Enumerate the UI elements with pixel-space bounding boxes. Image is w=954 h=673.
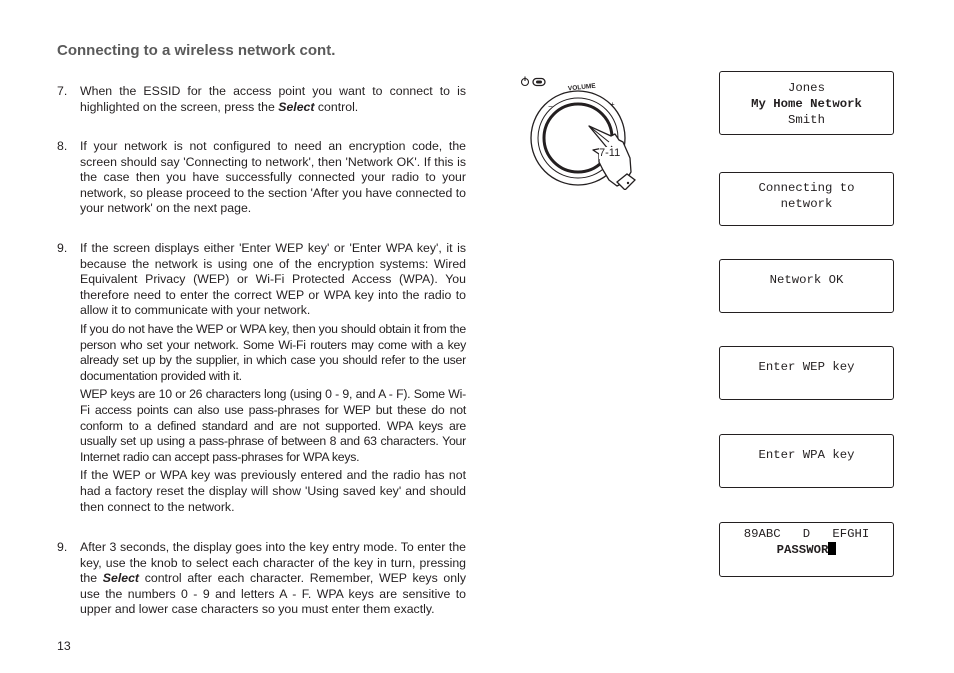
step-9a xyxy=(57,241,466,518)
lcd-network-list xyxy=(719,71,894,135)
step-text: If your network is not configured to need an encryption code, the screen should say 'Connecting to network', then 'Network OK'. If this is the case then you have successfully connected your radio to your network, so please proceed to the section 'After you have connected to your network' on the next page. xyxy=(80,139,466,216)
volume-knob-illustration xyxy=(515,70,645,190)
lcd-connecting xyxy=(719,172,894,226)
paragraph: If the WEP or WPA key was previously entered and the radio has not had a factory reset the display will show 'Using saved key' and should then connect to the network. xyxy=(80,468,466,514)
svg-text:+: + xyxy=(610,100,615,109)
volume-label: VOLUME xyxy=(567,82,597,93)
text-cursor xyxy=(828,542,836,555)
lcd-line: Jones xyxy=(788,81,825,95)
lcd-line: Connecting to xyxy=(758,181,855,195)
step-text: After 3 seconds, the display goes into the key entry mode. To enter the key, use the knob to select each character of the key in turn, pressing the xyxy=(80,540,466,586)
step-7 xyxy=(57,84,466,115)
step-number: 9. xyxy=(57,241,68,255)
paragraph: If the screen displays either 'Enter WEP key' or 'Enter WPA key', it is because the network is using one of the encryption systems: Wired Equivalent Privacy (WEP) or Wi-Fi Protected Access (WPA). You therefore need to enter the correct WEP or WPA key into the radio to allow it to communicate with your network. xyxy=(80,241,466,318)
step-9b xyxy=(57,540,466,618)
lcd-enter-wep-key xyxy=(719,346,894,400)
step-number: 7. xyxy=(57,84,68,98)
lcd-line: network xyxy=(780,197,833,211)
lcd-line: Network OK xyxy=(769,273,844,287)
lcd-key-entry xyxy=(719,522,894,577)
paragraph: If you do not have the WEP or WPA key, then you should obtain it from the person who set your network. Some Wi-Fi routers may come with a key already set up by the supplier, in which case you should refer to the user documentation provided with it. xyxy=(80,321,466,383)
step-text: When the ESSID for the access point you want to connect to is highlighted on the screen, press the xyxy=(80,84,466,114)
page-title: Connecting to a wireless network cont. xyxy=(57,42,336,59)
lcd-line-highlighted: My Home Network xyxy=(751,97,862,111)
lcd-line: Enter WPA key xyxy=(758,448,855,462)
select-control-name: Select xyxy=(102,571,140,586)
lcd-enter-wpa-key xyxy=(719,434,894,488)
lcd-line: Enter WEP key xyxy=(758,360,855,374)
svg-text:−: − xyxy=(548,102,553,111)
step-8 xyxy=(57,139,466,217)
step-number: 9. xyxy=(57,540,68,554)
select-control-name: Select xyxy=(278,99,315,114)
lcd-line: Smith xyxy=(788,113,825,127)
page-number: 13 xyxy=(57,639,71,653)
step-text-end: control after each character. Remember, WEP keys only use the numbers 0 - 9 and letters A - F. WPA keys are sensitive to upper and lower case characters so you must enter them exactly. xyxy=(80,571,466,617)
lcd-entered-key: PASSWOR xyxy=(776,543,829,557)
paragraph: WEP keys are 10 or 26 characters long (using 0 - 9, and A - F). Some Wi-Fi access points can also use pass-phrases for WEP but these do not conform to a defined standard and are not supported. WPA keys are usually set up using a pass-phrase of between 8 and 63 characters. Your Internet radio can accept pass-phrases for WPA keys. xyxy=(80,387,466,464)
lcd-network-ok xyxy=(719,259,894,313)
step-number: 8. xyxy=(57,139,68,153)
step-text-end: control. xyxy=(314,99,359,114)
step-reference-label: 7-11 xyxy=(599,147,621,159)
power-icon xyxy=(522,77,529,86)
lcd-character-row: 89ABC D EFGHI xyxy=(743,527,870,541)
